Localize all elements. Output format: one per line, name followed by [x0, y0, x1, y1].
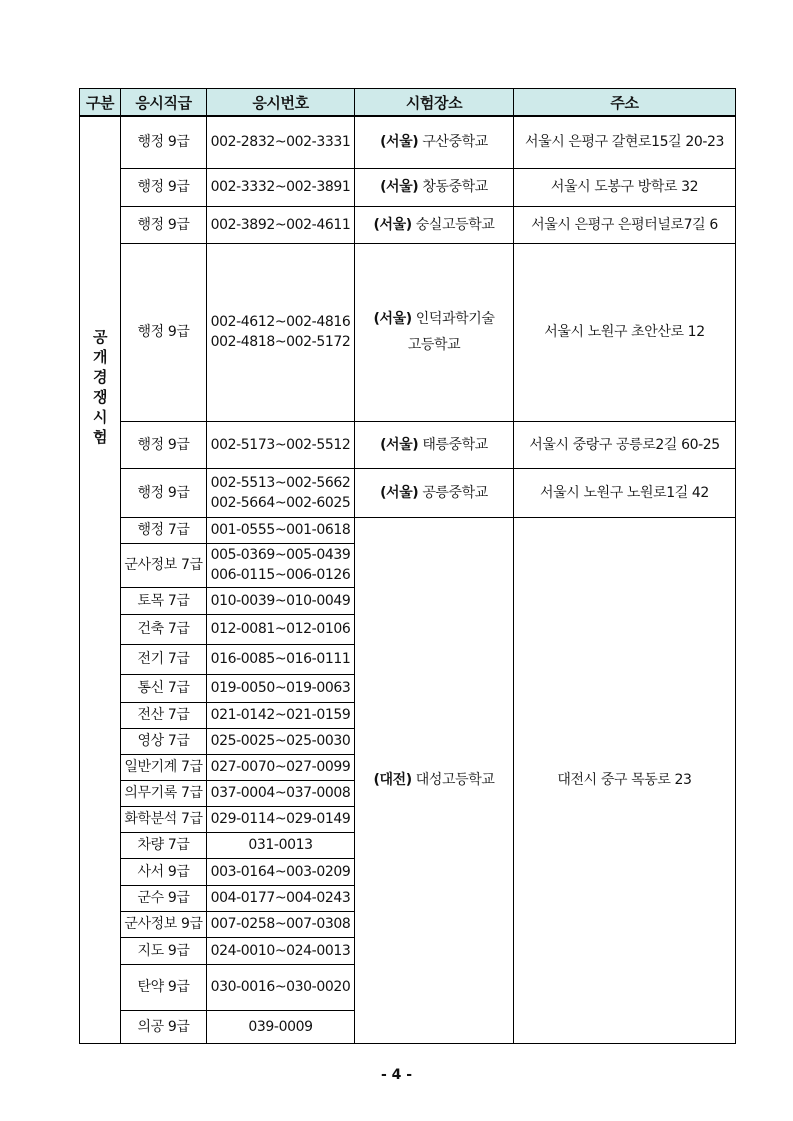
location-line [355, 435, 513, 455]
job-cell: 행정 9급 [121, 421, 207, 468]
table-body [80, 116, 736, 1043]
number-cell [207, 832, 355, 858]
job-cell: 사서 9급 [121, 858, 207, 885]
location-line [355, 306, 513, 332]
location-school: 공릉중학교 [422, 484, 488, 501]
exam-number: 016-0085~016-0111 [210, 651, 351, 667]
header-location: 시험장소 [355, 89, 514, 117]
exam-number: 027-0070~027-0099 [210, 759, 351, 775]
number-cell [207, 702, 355, 728]
number-cell [207, 964, 355, 1010]
location-region: (서울) [380, 134, 419, 151]
location-school: 태릉중학교 [422, 436, 488, 453]
page-number: - 4 - [380, 1067, 413, 1083]
location-region: (서울) [380, 436, 419, 453]
exam-number: 002-4612~002-4816 [210, 314, 351, 330]
location-region: (대전) [373, 772, 412, 788]
job-cell: 행정 7급 [121, 517, 207, 543]
location-region: (서울) [380, 484, 419, 501]
location-cell [355, 468, 514, 517]
number-cell [207, 858, 355, 885]
location-line [355, 132, 513, 152]
address-cell: 서울시 은평구 갈현로15길 20-23 [514, 116, 736, 168]
exam-number: 019-0050~019-0063 [210, 680, 351, 696]
number-cell [207, 1010, 355, 1043]
number-cell [207, 885, 355, 911]
exam-number: 030-0016~030-0020 [210, 979, 351, 995]
exam-number: 002-5513~002-5662 [210, 474, 351, 491]
location-line [355, 215, 513, 235]
job-cell: 차량 7급 [121, 832, 207, 858]
header-number: 응시번호 [207, 89, 355, 117]
number-cell [207, 806, 355, 832]
job-cell: 탄약 9급 [121, 964, 207, 1010]
exam-number: 021-0142~021-0159 [210, 707, 351, 723]
table-row [80, 206, 736, 243]
number-cell [207, 421, 355, 468]
number-cell [207, 206, 355, 243]
table-row [80, 421, 736, 468]
category-cell [80, 116, 121, 1043]
location-cell [355, 206, 514, 243]
exam-number: 029-0114~029-0149 [210, 811, 351, 827]
number-cell [207, 587, 355, 614]
job-cell: 행정 9급 [121, 468, 207, 517]
location-cell [355, 517, 514, 1043]
job-cell: 의무기록 7급 [121, 780, 207, 806]
number-cell [207, 728, 355, 754]
job-cell: 군사정보 7급 [121, 543, 207, 587]
location-school: 고등학교 [407, 337, 461, 353]
job-cell: 군수 9급 [121, 885, 207, 911]
job-cell: 통신 7급 [121, 674, 207, 702]
exam-number: 024-0010~024-0013 [210, 942, 351, 959]
number-cell [207, 468, 355, 517]
category-char: 시 [92, 408, 108, 426]
job-cell: 전산 7급 [121, 702, 207, 728]
number-cell [207, 937, 355, 964]
category-char: 험 [92, 428, 108, 446]
table-row [80, 168, 736, 206]
location-cell [355, 421, 514, 468]
exam-number: 003-0164~003-0209 [210, 863, 351, 880]
location-cell [355, 243, 514, 421]
header-row [80, 89, 736, 117]
job-cell: 건축 7급 [121, 614, 207, 644]
exam-number: 002-3892~002-4611 [210, 216, 351, 233]
exam-number: 002-5173~002-5512 [210, 436, 351, 453]
address-cell: 서울시 중랑구 공릉로2길 60-25 [514, 421, 736, 468]
table-row [80, 243, 736, 421]
address-cell: 서울시 은평구 은평터널로7길 6 [514, 206, 736, 243]
location-school: 인덕과학기술 [415, 311, 495, 327]
exam-number: 002-2832~002-3331 [210, 134, 351, 151]
job-cell: 행정 9급 [121, 116, 207, 168]
exam-number: 002-3332~002-3891 [210, 179, 351, 195]
number-cell [207, 168, 355, 206]
job-cell: 전기 7급 [121, 644, 207, 674]
job-cell: 군사정보 9급 [121, 911, 207, 937]
number-cell [207, 614, 355, 644]
exam-number: 010-0039~010-0049 [210, 592, 351, 609]
number-cell [207, 517, 355, 543]
job-cell: 일반기계 7급 [121, 754, 207, 780]
location-line [355, 483, 513, 503]
number-cell [207, 674, 355, 702]
location-region: (서울) [373, 216, 412, 233]
number-cell [207, 754, 355, 780]
address-cell: 대전시 중구 목동로 23 [514, 517, 736, 1043]
location-cell [355, 116, 514, 168]
exam-number: 001-0555~001-0618 [210, 522, 351, 538]
table-row [80, 468, 736, 517]
job-cell: 화학분석 7급 [121, 806, 207, 832]
exam-number: 025-0025~025-0030 [210, 733, 351, 749]
address-cell: 서울시 노원구 노원로1길 42 [514, 468, 736, 517]
number-cell [207, 911, 355, 937]
location-region: (서울) [380, 179, 419, 195]
job-cell: 토목 7급 [121, 587, 207, 614]
exam-number: 005-0369~005-0439 [210, 547, 351, 563]
job-cell: 행정 9급 [121, 206, 207, 243]
job-cell: 의공 9급 [121, 1010, 207, 1043]
job-cell: 행정 9급 [121, 243, 207, 421]
number-cell [207, 644, 355, 674]
job-cell: 지도 9급 [121, 937, 207, 964]
address-cell: 서울시 노원구 초안산로 12 [514, 243, 736, 421]
location-region: (서울) [373, 311, 412, 327]
location-school: 대성고등학교 [415, 772, 495, 788]
location-school: 구산중학교 [422, 134, 488, 151]
header-category: 구분 [80, 89, 121, 117]
table-row [80, 517, 736, 543]
exam-number: 039-0009 [248, 1018, 313, 1035]
exam-number: 031-0013 [248, 837, 313, 853]
category-char: 쟁 [92, 388, 108, 406]
number-cell [207, 116, 355, 168]
exam-number: 004-0177~004-0243 [210, 890, 351, 906]
location-line [355, 177, 513, 197]
job-cell: 영상 7급 [121, 728, 207, 754]
location-cell [355, 168, 514, 206]
exam-number: 007-0258~007-0308 [210, 916, 351, 932]
header-address: 주소 [514, 89, 736, 117]
exam-number: 012-0081~012-0106 [210, 621, 351, 637]
exam-number: 006-0115~006-0126 [210, 567, 351, 583]
exam-number: 002-5664~002-6025 [210, 494, 351, 511]
address-cell: 서울시 도봉구 방학로 32 [514, 168, 736, 206]
number-cell [207, 780, 355, 806]
table-row [80, 116, 736, 168]
exam-number: 002-4818~002-5172 [210, 334, 351, 350]
exam-location-table [79, 88, 736, 1044]
category-char: 공 [92, 328, 108, 346]
exam-number: 037-0004~037-0008 [210, 785, 351, 801]
number-cell [207, 243, 355, 421]
category-char: 개 [92, 348, 108, 366]
number-cell [207, 543, 355, 587]
job-cell: 행정 9급 [121, 168, 207, 206]
category-char: 경 [92, 368, 108, 386]
header-job: 응시직급 [121, 89, 207, 117]
location-school: 숭실고등학교 [415, 216, 495, 233]
location-school: 창동중학교 [422, 179, 488, 195]
location-line [355, 770, 513, 790]
